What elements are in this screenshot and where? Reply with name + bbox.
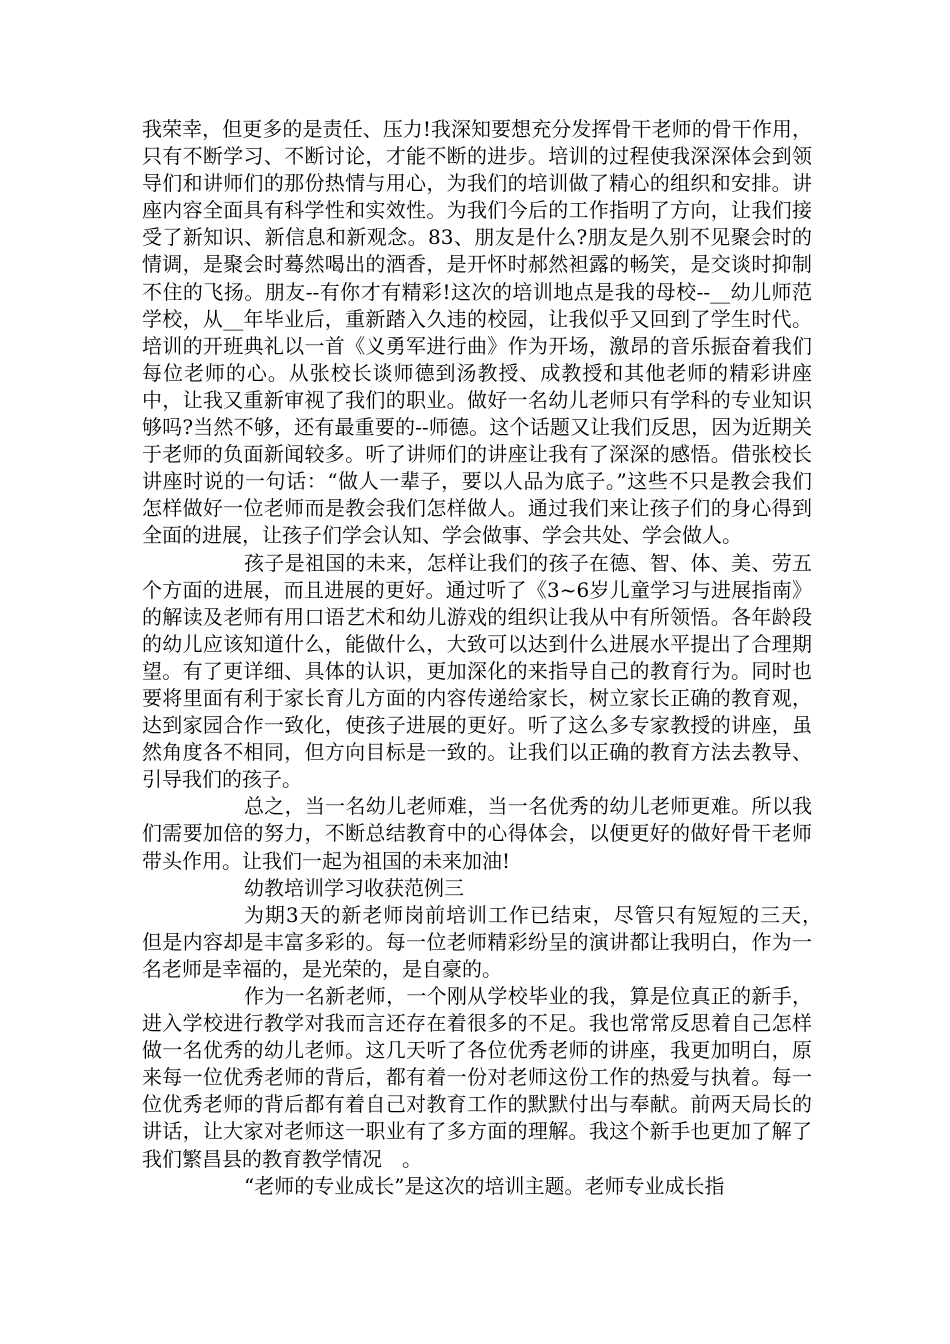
section-heading: 幼教培训学习收获范例三 [244,875,464,900]
document-page [142,116,832,1200]
paragraph: 总之，当一名幼儿老师难，当一名优秀的幼儿老师更难。所以我们需要加倍的努力，不断总结教育中的心得体会，以便更好的做好骨干老师带头作用。让我们一起为祖国的未来加油! [142,794,812,873]
paragraph: 我荣幸，但更多的是责任、压力!我深知要想充分发挥骨干老师的骨干作用，只有不断学习、不断讨论，才能不断的进步。培训的过程使我深深体会到领导们和讲师们的那份热情与用心，为我们的培训做了精心的组织和安排。讲座内容全面具有科学性和实效性。为我们今后的工作指明了方向，让我们接受了新知识、新信息和新观念。83、朋友是什么?朋友是久别不见聚会时的情调，是聚会时蓦然喝出的酒香，是开怀时郝然袒露的畅笑，是交谈时抑制不住的飞扬。朋友--有你才有精彩!这次的培训地点是我的母校--__幼儿师范学校，从__年毕业后，重新踏入久违的校园，让我似乎又回到了学生时代。培训的开班典礼以一首《义勇军进行曲》作为开场，激昂的音乐振奋着我们每位老师的心。从张校长谈师德到汤教授、成教授和其他老师的精彩讲座中，让我又重新审视了我们的职业。做好一名幼儿老师只有学科的专业知识够吗?当然不够，还有最重要的--师德。这个话题又让我们反思，因为近期关于老师的负面新闻较多。听了讲师们的讲座让我有了深深的感悟。借张校长讲座时说的一句话：“做人一辈子，要以人品为底子。”这些不只是教会我们怎样做好一位老师而是教会我们怎样做人。通过我们来让孩子们的身心得到全面的进展，让孩子们学会认知、学会做事、学会共处、学会做人。 [142,117,812,548]
paragraph: 作为一名新老师，一个刚从学校毕业的我，算是位真正的新手，进入学校进行教学对我而言还存在着很多的不足。我也常常反思着自己怎样做一名优秀的幼儿老师。这几天听了各位优秀老师的讲座，我更加明白，原来每一位优秀老师的背后，都有着一份对老师这份工作的热爱与执着。每一位优秀老师的背后都有着自己对教育工作的默默付出与奉献。前两天局长的讲话，让大家对老师这一职业有了多方面的理解。我这个新手也更加了解了我们繁昌县的教育教学情况 。 [142,984,812,1171]
paragraph: 为期3天的新老师岗前培训工作已结束，尽管只有短短的三天， 但是内容却是丰富多彩的。每一位老师精彩纷呈的演讲都让我明白，作为一名老师是幸福的，是光荣的，是自豪的。 [142,902,832,981]
paragraph: 孩子是祖国的未来，怎样让我们的孩子在德、智、体、美、劳五个方面的进展，而且进展的更好。通过听了《3~6岁儿童学习与进展指南》的解读及老师有用口语艺术和幼儿游戏的组织让我从中有所领悟。各年龄段的幼儿应该知道什么，能做什么，大致可以达到什么进展水平提出了合理期望。有了更详细、具体的认识，更加深化的来指导自己的教育行为。同时也要将里面有利于家长育儿方面的内容传递给家长，树立家长正确的教育观，达到家园合作一致化，使孩子进展的更好。听了这么多专家教授的讲座，虽然角度各不相同，但方向目标是一致的。让我们以正确的教育方法去教导、引导我们的孩子。 [142,550,812,792]
paragraph: “老师的专业成长”是这次的培训主题。老师专业成长指 [244,1173,725,1198]
